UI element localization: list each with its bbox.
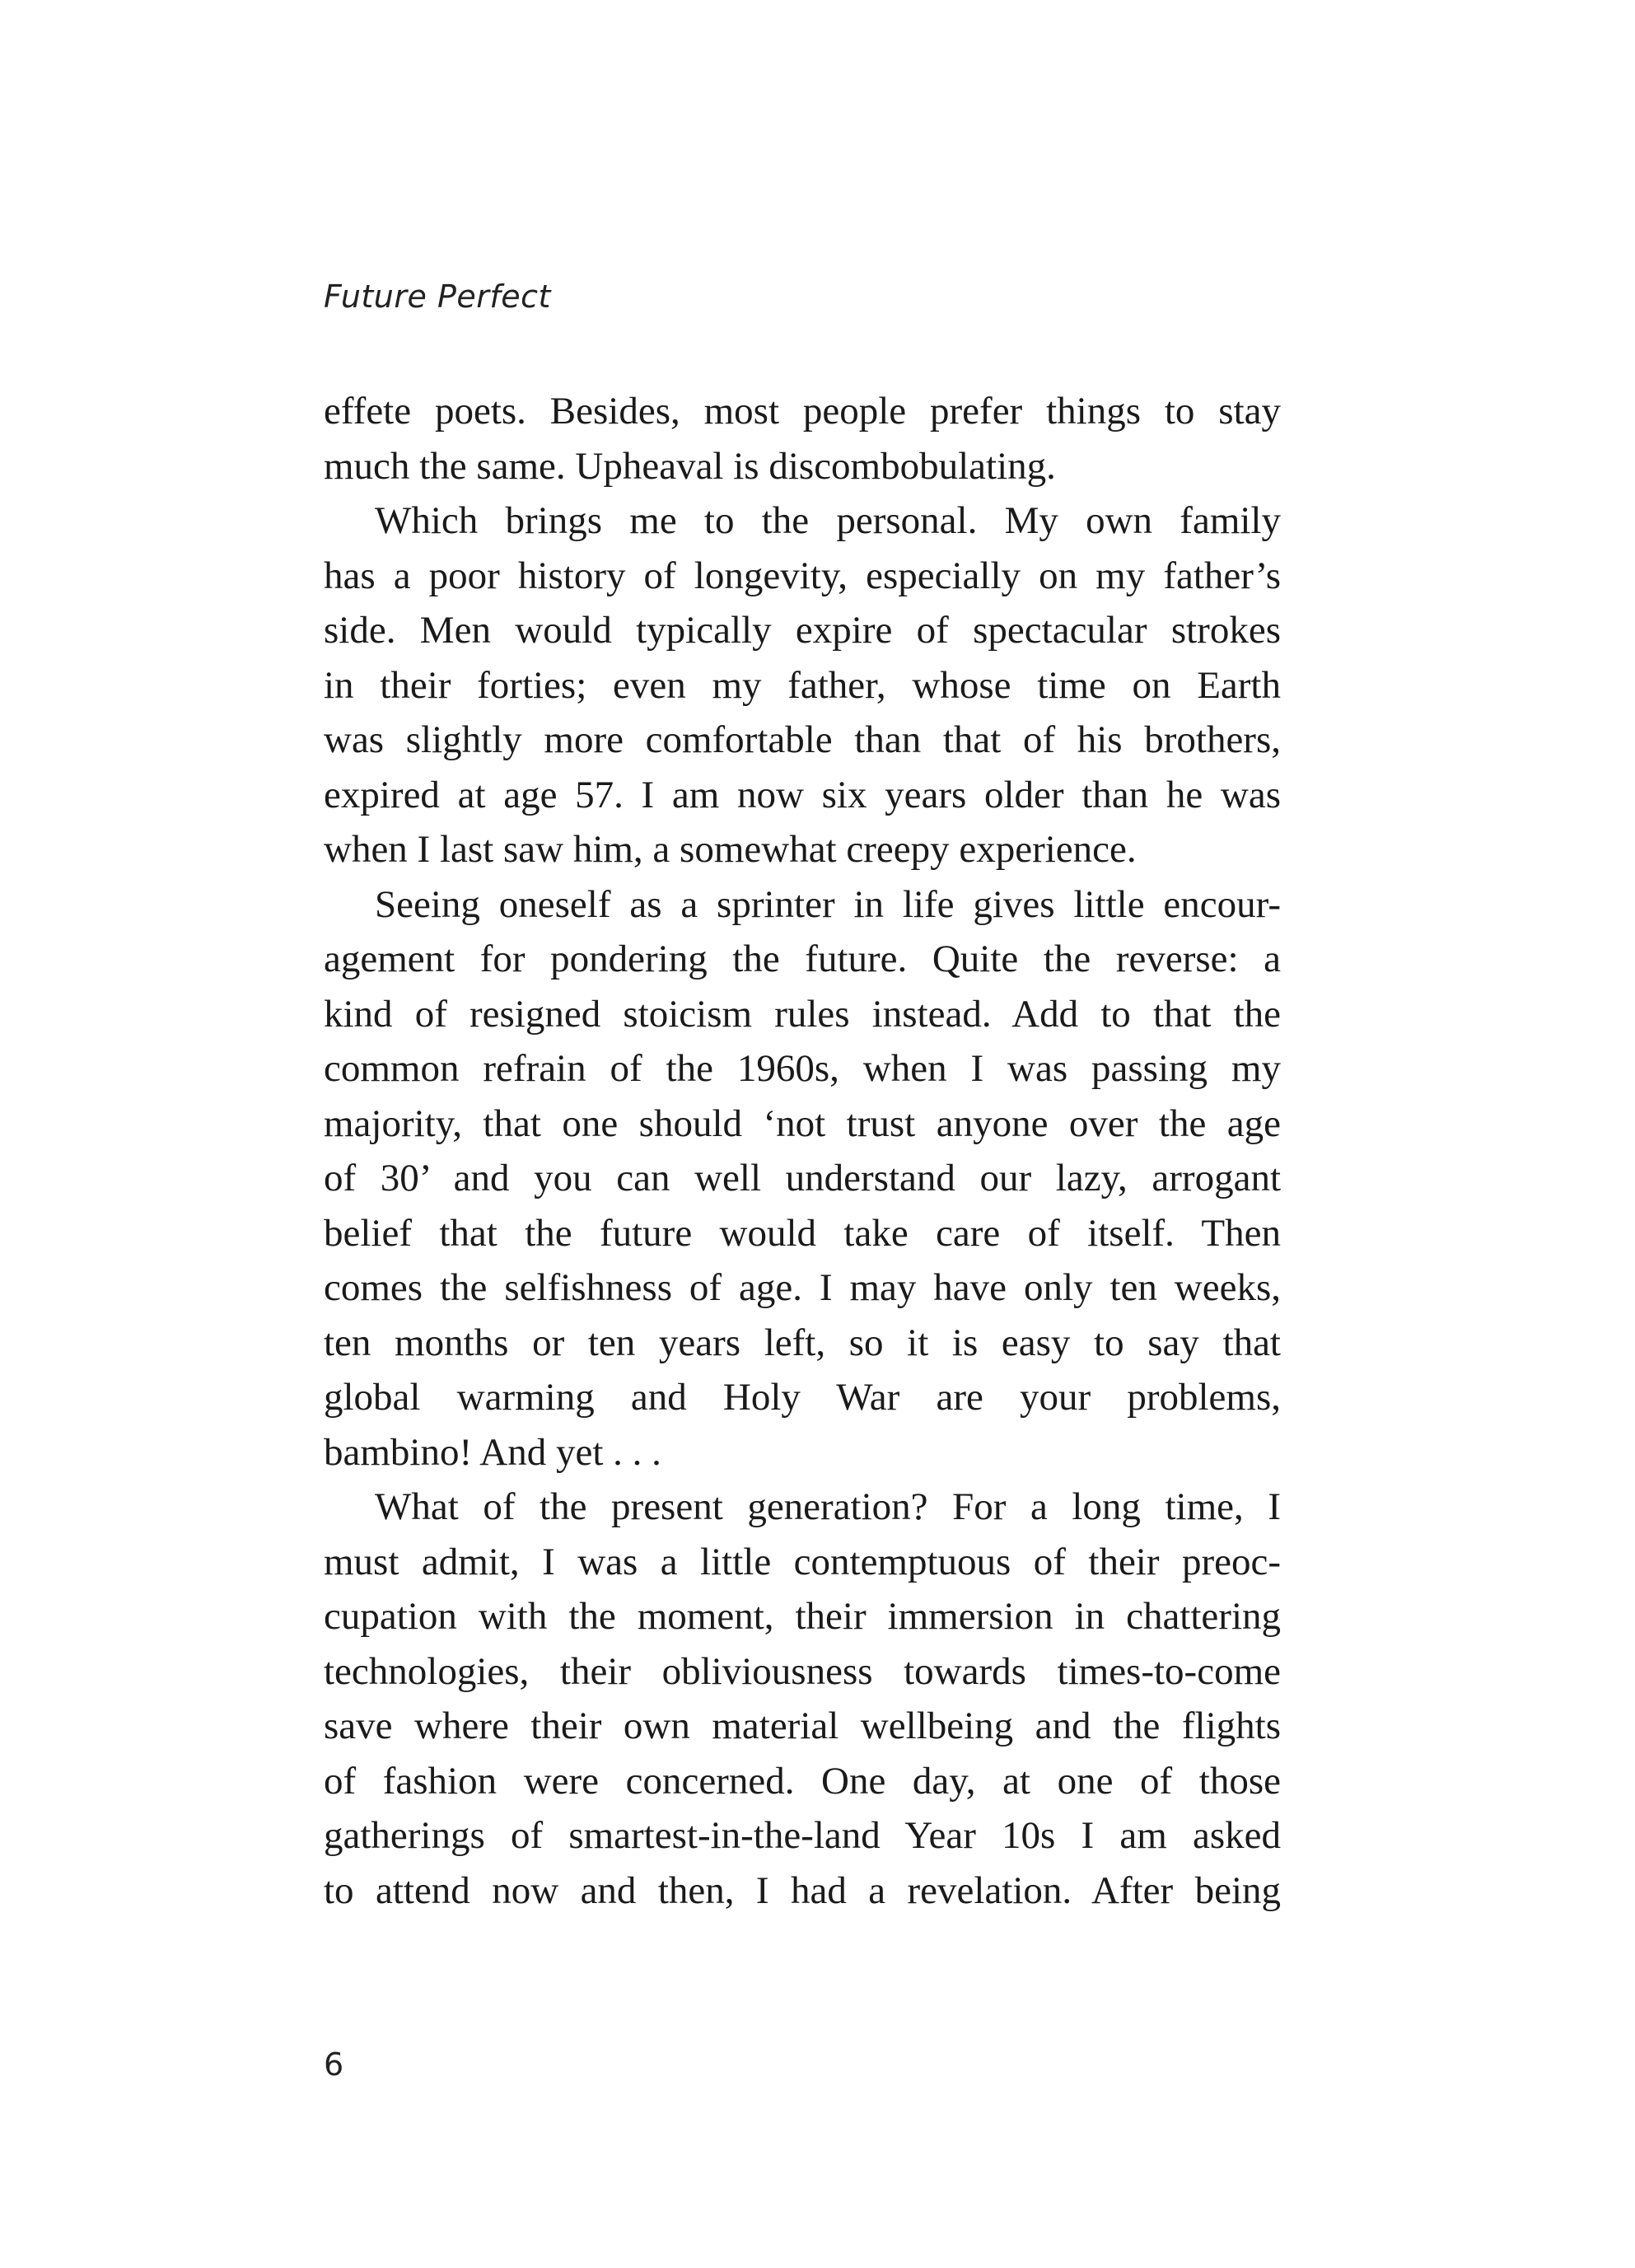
text-line: side. Men would typically expire of spectacular strokes <box>324 609 1281 652</box>
text-line: of fashion were concerned. One day, at one of those <box>324 1759 1281 1803</box>
text-line: comes the selfishness of age. I may have only ten weeks, <box>324 1266 1281 1309</box>
text-line: when I last saw him, a somewhat creepy experience. <box>324 828 1137 871</box>
text-line: belief that the future would take care of itself. Then <box>324 1211 1281 1255</box>
text-line: common refrain of the 1960s, when I was passing my <box>324 1047 1281 1090</box>
text-line: much the same. Upheaval is discombobulating. <box>324 444 1056 488</box>
text-line: technologies, their obliviousness towards times-to-come <box>324 1649 1281 1693</box>
text-line: cupation with the moment, their immersion in chattering <box>324 1595 1281 1638</box>
text-line: was slightly more comfortable than that of his brothers, <box>324 718 1281 761</box>
text-line: ten months or ten years left, so it is easy to say that <box>324 1321 1281 1364</box>
text-line: has a poor history of longevity, especially on my father’s <box>324 554 1281 597</box>
text-line: effete poets. Besides, most people prefer things to stay <box>324 390 1281 433</box>
text-line: expired at age 57. I am now six years older than he was <box>324 773 1281 816</box>
running-head: Future Perfect <box>324 278 551 315</box>
text-line: kind of resigned stoicism rules instead. Add to that the <box>324 992 1281 1036</box>
text-line: Seeing oneself as a sprinter in life gives little encour- <box>375 882 1281 926</box>
text-line: of 30’ and you can well understand our lazy, arrogant <box>324 1157 1281 1199</box>
text-line: in their forties; even my father, whose time on Earth <box>324 663 1281 707</box>
body-text <box>324 384 1281 1918</box>
text-line: gatherings of smartest-in-the-land Year 10s I am asked <box>324 1814 1281 1857</box>
text-line: save where their own material wellbeing and the flights <box>324 1705 1281 1747</box>
text-line: global warming and Holy War are your problems, <box>324 1376 1281 1419</box>
text-line: Which brings me to the personal. My own family <box>375 499 1281 542</box>
text-line: What of the present generation? For a long time, I <box>375 1485 1281 1528</box>
text-line: agement for pondering the future. Quite the reverse: a <box>324 938 1281 980</box>
text-line: must admit, I was a little contemptuous of their preoc- <box>324 1540 1281 1583</box>
text-line: bambino! And yet . . . <box>324 1430 661 1474</box>
text-line: to attend now and then, I had a revelation. After being <box>324 1868 1281 1912</box>
text-line: majority, that one should ‘not trust anyone over the age <box>324 1101 1281 1145</box>
page-number: 6 <box>324 2046 344 2083</box>
